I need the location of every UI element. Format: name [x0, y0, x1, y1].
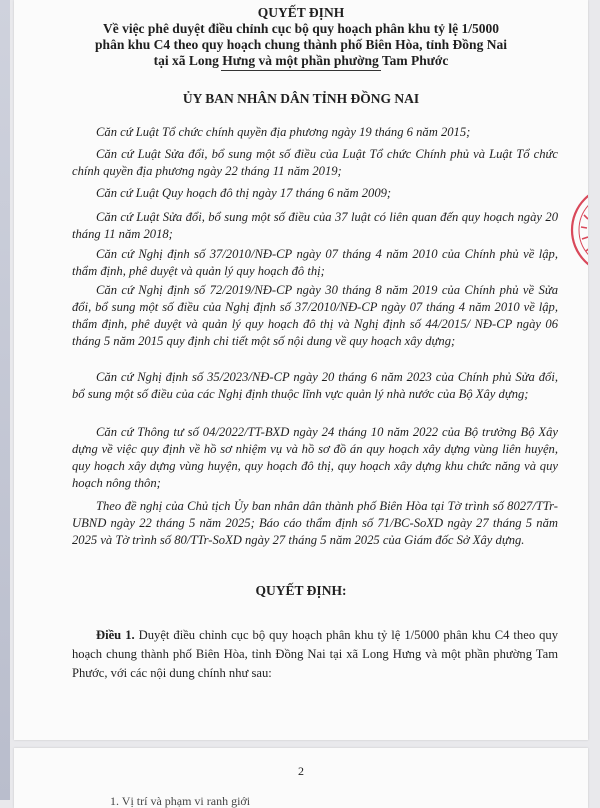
decision-title: QUYẾT ĐỊNH: [257, 5, 345, 20]
article-1: [72, 626, 558, 683]
preamble-item: Căn cứ Luật Tổ chức chính quyền địa phương ngày 19 tháng 6 năm 2015;: [96, 125, 471, 139]
viewer-left-strip: [0, 0, 10, 800]
document-page-1[interactable]: [14, 0, 588, 740]
preamble-item: Căn cứ Nghị định số 37/2010/NĐ-CP ngày 07 tháng 4 năm 2010 của Chính phủ về lập, thẩm định, phê duyệt và quản lý quy hoạch đô thị;: [72, 247, 558, 278]
page-number: 2: [298, 764, 304, 778]
preamble-item: Căn cứ Nghị định số 35/2023/NĐ-CP ngày 20 tháng 6 năm 2023 của Chính phủ Sửa đổi, bổ sung một số điều của các Nghị định thuộc lĩnh vực quản lý nhà nước của Bộ Xây dựng;: [72, 370, 558, 401]
subject-line-2: phân khu C4 theo quy hoạch chung thành phố Biên Hòa, tỉnh Đồng Nai: [95, 37, 507, 52]
subject-line-1: Về việc phê duyệt điều chỉnh cục bộ quy hoạch phân khu tỷ lệ 1/5000: [102, 21, 500, 36]
preamble-item: Theo đề nghị của Chủ tịch Ủy ban nhân dân thành phố Biên Hòa tại Tờ trình số 8027/TTr-UBND ngày 22 tháng 5 năm 2025; Báo cáo thẩm định số 71/BC-SoXD ngày 27 tháng 5 năm 2025 và Tờ trình số 80/TTr-SoXD ngày 27 tháng 5 năm 2025 của Giám đốc Sở Xây dựng.: [72, 499, 558, 547]
red-seal-stamp: [566, 175, 588, 285]
preamble-item: Căn cứ Thông tư số 04/2022/TT-BXD ngày 24 tháng 10 năm 2022 của Bộ trưởng Bộ Xây dựng về việc quy định về hồ sơ nhiệm vụ và hồ sơ đồ án quy hoạch xây dựng vùng liên huyện, quy hoạch xây dựng vùng huyện, quy hoạch đô thị, quy hoạch xây dựng khu chức năng và quy hoạch nông thôn;: [72, 425, 558, 490]
document-page-2[interactable]: [14, 748, 588, 808]
decision-section-heading: QUYẾT ĐỊNH:: [255, 583, 347, 598]
preamble-item: Căn cứ Nghị định số 72/2019/NĐ-CP ngày 30 tháng 8 năm 2019 của Chính phủ về Sửa đổi, bổ sung một số điều của Nghị định số 37/2010/NĐ-CP ngày 07 tháng 4 năm 2010 về lập, thẩm định, phê duyệt và quản lý quy hoạch đô thị và Nghị định số 44/2015/ NĐ-CP ngày 06 tháng 5 năm 2015 quy định chi tiết một số nội dung về quy hoạch xây dựng;: [72, 283, 558, 348]
article-1-label: Điều 1.: [96, 628, 135, 642]
preamble-item: Căn cứ Luật Sửa đổi, bổ sung một số điều của 37 luật có liên quan đến quy hoạch ngày 20 tháng 11 năm 2018;: [72, 210, 558, 241]
subject-line-3: tại xã Long Hưng và một phần phường Tam Phước: [153, 53, 449, 68]
article-1-text: Duyệt điều chỉnh cục bộ quy hoạch phân khu tỷ lệ 1/5000 phân khu C4 theo quy hoạch chung thành phố Biên Hòa, tỉnh Đồng Nai tại xã Long Hưng và một phần phường Tam Phước, với các nội dung chính như sau:: [72, 628, 559, 680]
preamble-item: Căn cứ Luật Quy hoạch đô thị ngày 17 tháng 6 năm 2009;: [96, 186, 392, 200]
page-2-first-line: 1. Vị trí và phạm vi ranh giới: [110, 794, 251, 808]
title-underline: [221, 70, 381, 71]
preamble-item: Căn cứ Luật Sửa đổi, bổ sung một số điều của Luật Tổ chức Chính phủ và Luật Tổ chức chính quyền địa phương ngày 22 tháng 11 năm 2019;: [72, 147, 558, 178]
issuing-authority: ỦY BAN NHÂN DÂN TỈNH ĐỒNG NAI: [182, 91, 420, 106]
